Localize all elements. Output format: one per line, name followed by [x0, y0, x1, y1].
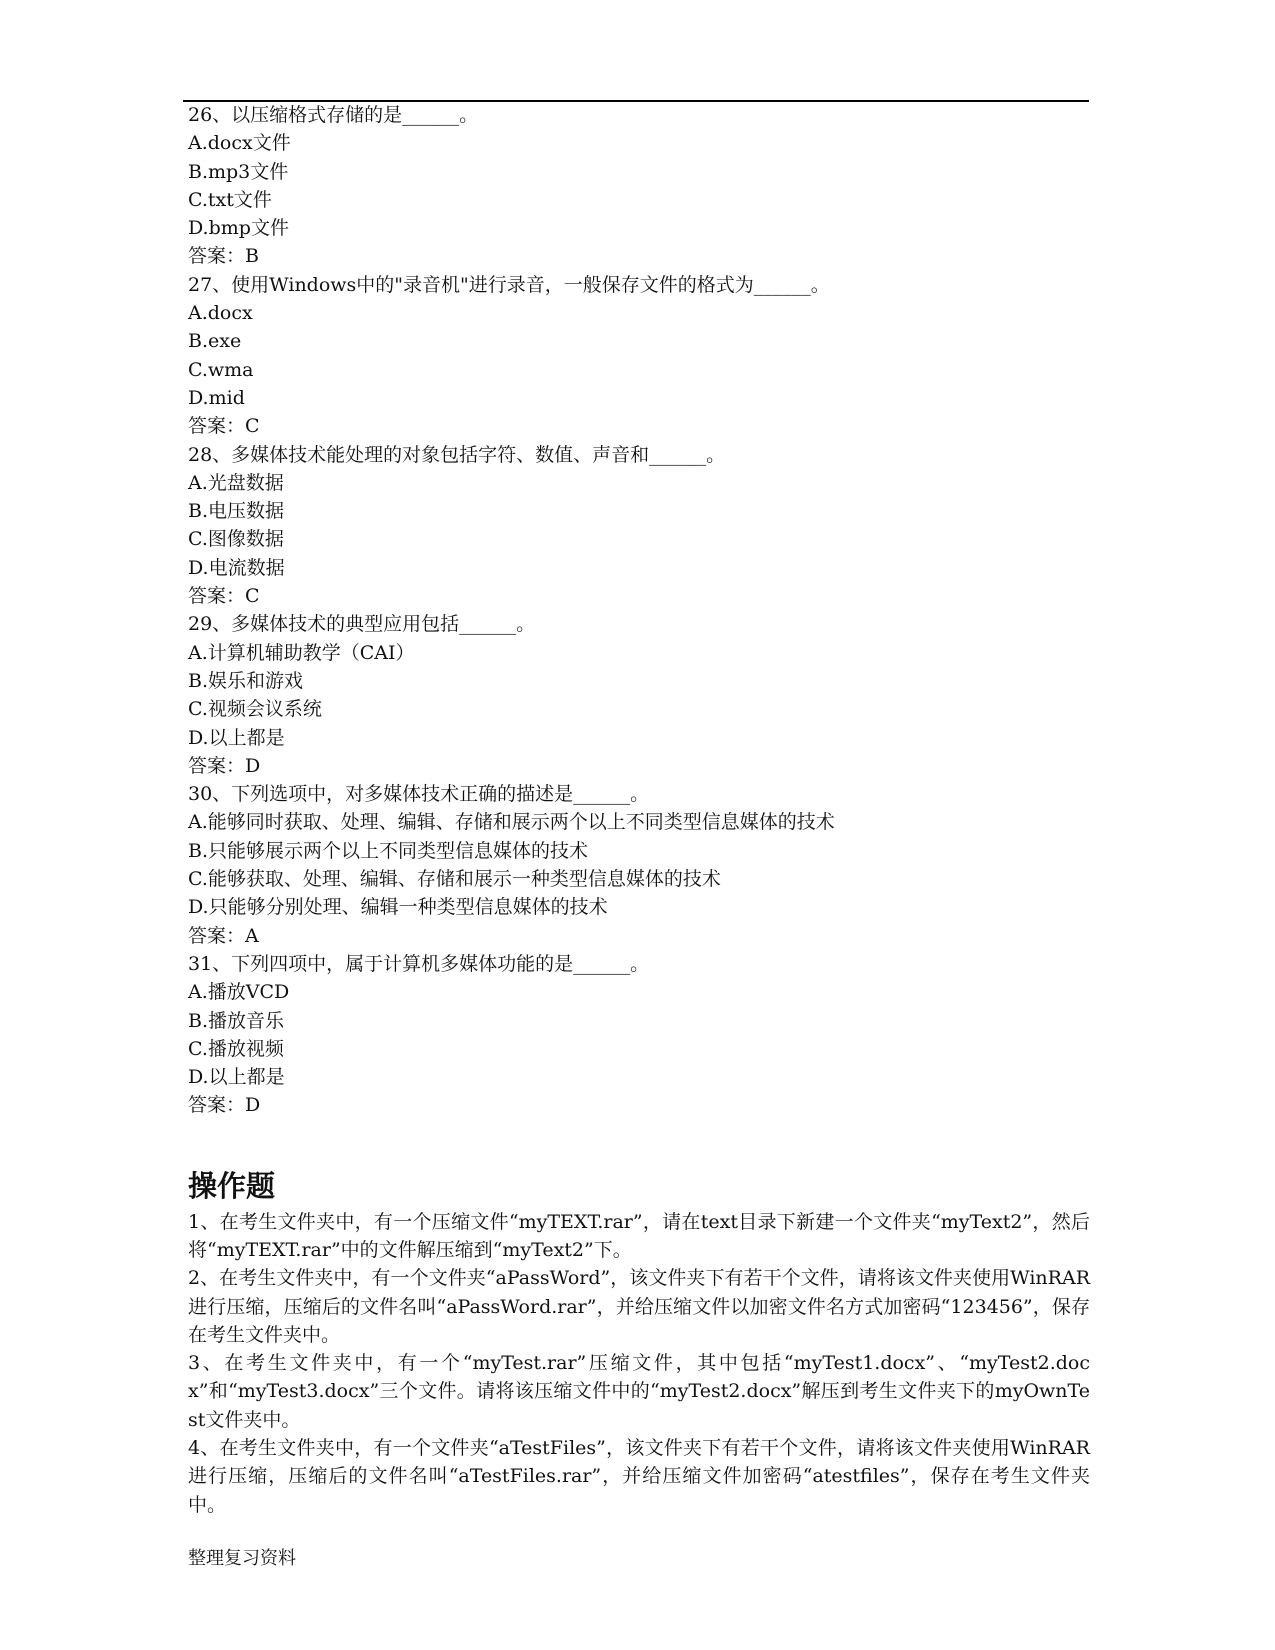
question-list	[188, 101, 1090, 1120]
operation-item-2: 2、在考生文件夹中，有一个文件夹“aPassWord”，该文件夹下有若干个文件，请将该文件夹使用WinRAR进行压缩，压缩后的文件名叫“aPassWord.rar”，并给压缩文件以加密文件名方式加密码“123456”，保存在考生文件夹中。	[188, 1267, 1090, 1346]
question-26	[188, 101, 1090, 271]
question-stem: 31、下列四项中，属于计算机多媒体功能的是______。	[188, 952, 650, 975]
answer-line: 答案：D	[188, 754, 261, 777]
question-stem: 27、使用Windows中的"录音机"进行录音，一般保存文件的格式为______。	[188, 273, 830, 296]
section-heading: 操作题	[188, 1168, 276, 1203]
option-b: B.mp3文件	[188, 160, 289, 183]
document-body	[188, 101, 1090, 1519]
option-c: C.wma	[188, 358, 254, 381]
question-27	[188, 271, 1090, 441]
option-c: C.能够获取、处理、编辑、存储和展示一种类型信息媒体的技术	[188, 868, 721, 891]
question-stem: 28、多媒体技术能处理的对象包括字符、数值、声音和______。	[188, 443, 726, 466]
option-d: D.mid	[188, 386, 245, 409]
operation-item-1: 1、在考生文件夹中，有一个压缩文件“myTEXT.rar”，请在text目录下新建一个文件夹“myText2”，然后将“myTEXT.rar”中的文件解压缩到“myText2”下。	[188, 1210, 1090, 1261]
question-29	[188, 610, 1090, 780]
option-a: A.计算机辅助教学（CAI）	[188, 641, 415, 664]
question-28	[188, 441, 1090, 611]
option-b: B.只能够展示两个以上不同类型信息媒体的技术	[188, 839, 589, 862]
option-c: C.txt文件	[188, 188, 272, 211]
question-30	[188, 780, 1090, 950]
option-a: A.docx文件	[188, 132, 291, 155]
option-c: C.播放视频	[188, 1037, 284, 1060]
answer-line: 答案：C	[188, 415, 260, 438]
answer-line: 答案：D	[188, 1094, 261, 1117]
page-footer: 整理复习资料	[188, 1548, 296, 1569]
question-stem: 26、以压缩格式存储的是______。	[188, 104, 479, 126]
option-a: A.docx	[188, 302, 253, 325]
option-d: D.只能够分别处理、编辑一种类型信息媒体的技术	[188, 896, 608, 919]
option-d: D.以上都是	[188, 1066, 285, 1089]
operation-item-4: 4、在考生文件夹中，有一个文件夹“aTestFiles”，该文件夹下有若干个文件，请将该文件夹使用WinRAR进行压缩，压缩后的文件名叫“aTestFiles.rar”，并给压缩文件加密码“atestfiles”，保存在考生文件夹中。	[188, 1437, 1090, 1516]
option-c: C.视频会议系统	[188, 698, 322, 721]
option-d: D.以上都是	[188, 726, 285, 749]
option-a: A.播放VCD	[188, 981, 290, 1004]
option-d: D.bmp文件	[188, 217, 289, 240]
question-31	[188, 950, 1090, 1120]
option-b: B.exe	[188, 330, 242, 353]
operation-section	[188, 1164, 1090, 1519]
option-b: B.电压数据	[188, 500, 285, 523]
option-b: B.娱乐和游戏	[188, 669, 304, 692]
question-stem: 29、多媒体技术的典型应用包括______。	[188, 613, 536, 636]
answer-line: 答案：A	[188, 924, 259, 947]
option-a: A.能够同时获取、处理、编辑、存储和展示两个以上不同类型信息媒体的技术	[188, 811, 835, 834]
option-a: A.光盘数据	[188, 471, 284, 494]
operation-item-3: 3、在考生文件夹中，有一个“myTest.rar”压缩文件，其中包括“myTest1.docx”、“myTest2.docx”和“myTest3.docx”三个文件。请将该压缩文件中的“myTest2.docx”解压到考生文件夹下的myOwnTest文件夹中。	[188, 1352, 1090, 1431]
answer-line: 答案：C	[188, 585, 260, 608]
answer-line: 答案：B	[188, 245, 259, 268]
option-b: B.播放音乐	[188, 1009, 285, 1032]
question-stem: 30、下列选项中，对多媒体技术正确的描述是______。	[188, 783, 650, 806]
option-d: D.电流数据	[188, 556, 285, 579]
option-c: C.图像数据	[188, 528, 284, 551]
